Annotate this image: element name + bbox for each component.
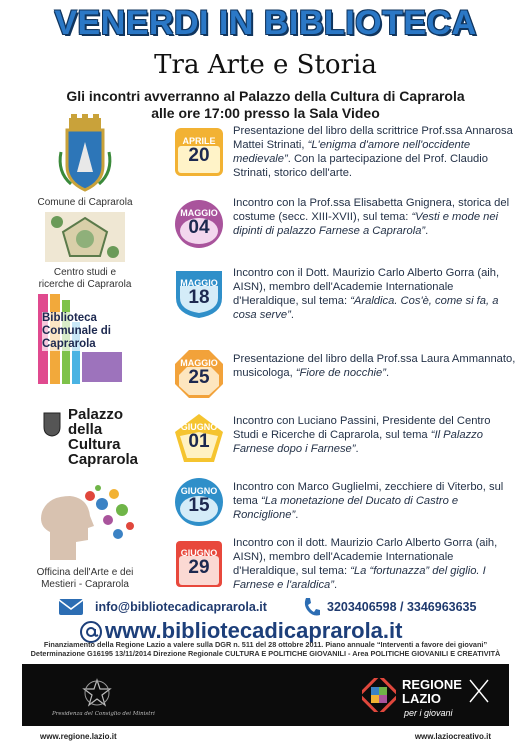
event-description xyxy=(233,536,518,592)
event-text-end: . xyxy=(425,225,429,237)
mail-icon xyxy=(58,598,84,616)
event-text: Incontro con la Prof.ssa Elisabetta Gnignera, storica del costume (secc. XIII-XVII), sul tema: xyxy=(233,197,510,223)
event-day: 15 xyxy=(188,495,210,516)
event-description xyxy=(233,352,518,380)
pentagon-palace-icon xyxy=(45,212,125,262)
event-description xyxy=(233,414,518,456)
event-item xyxy=(173,474,513,540)
biblioteca-line-3: Caprarola xyxy=(42,338,96,350)
intro-line-2: alle ore 17:00 presso la Sala Video xyxy=(151,105,380,121)
event-month: MAGGIO xyxy=(180,208,218,218)
event-day: 25 xyxy=(188,367,210,388)
email-link[interactable]: info@bibliotecadicaprarola.it xyxy=(95,600,267,614)
presidenza-text: Presidenza del Consiglio dei Ministri xyxy=(52,711,155,717)
event-text: Presentazione del libro della Prof.ssa Laura Ammannato, musicologa, xyxy=(233,353,516,379)
date-badge xyxy=(173,476,225,528)
event-description xyxy=(233,124,518,180)
laziocreativo-url[interactable]: www.laziocreativo.it xyxy=(414,732,491,741)
event-item xyxy=(173,196,513,262)
event-month: MAGGIO xyxy=(180,278,218,288)
event-day: 04 xyxy=(188,217,210,238)
emblem-icon xyxy=(82,678,112,708)
palazzo-line-3: Cultura xyxy=(68,436,121,453)
event-text: Incontro con Marco Guglielmi, zecchiere di Viterbo, sul tema xyxy=(233,481,504,507)
regione-line-2: LAZIO xyxy=(402,691,441,706)
biblioteca-line-2: Comunale di xyxy=(42,325,112,337)
event-text: Presentazione del libro della scrittrice Prof.ssa Annarosa Mattei Strinati, xyxy=(233,125,513,151)
event-description xyxy=(233,196,518,238)
event-title: “Fiore de nocchie” xyxy=(295,367,386,379)
event-text-end: . Con la partecipazione del Prof. Claudio Strinati, storico dell'arte. xyxy=(233,153,488,179)
event-item xyxy=(173,346,516,412)
x-mark-icon xyxy=(468,678,490,704)
date-badge xyxy=(173,268,225,320)
event-text: Incontro con il Dott. Maurizio Carlo Alberto Gorra (aih, AISN), membro dell'Academie Internationale d'Heraldique, sul tema: xyxy=(233,267,500,307)
event-month: MAGGIO xyxy=(180,358,218,368)
regione-line-1: REGIONE xyxy=(402,677,462,692)
event-text-end: . xyxy=(355,443,359,455)
funding-line-2: Determinazione G16195 13/11/2014 Direzione Regionale CULTURA E POLITICHE GIOVANILI - Area POLITICHE GIOVANILI E CREATIVITÀ xyxy=(30,649,501,658)
date-badge xyxy=(173,538,225,590)
event-day: 29 xyxy=(188,557,210,578)
date-badge xyxy=(173,126,225,178)
intro-line-1: Gli incontri avverranno al Palazzo della Cultura di Caprarola xyxy=(66,88,465,104)
event-title: “La monetazione del Ducato di Castro e Ronciglione” xyxy=(233,495,459,521)
officina-caption-1: Officina dell'Arte e dei xyxy=(36,567,134,578)
footer-urls xyxy=(0,732,531,746)
biblioteca-line-1: Biblioteca xyxy=(42,312,97,324)
phone-icon xyxy=(303,597,321,617)
poster-title: VENERDI IN BIBLIOTECA xyxy=(54,4,477,42)
comune-caption: Comune di Caprarola xyxy=(37,197,133,208)
small-crest-icon xyxy=(42,411,62,437)
centro-caption-2: ricerche di Caprarola xyxy=(38,279,132,290)
event-item xyxy=(173,410,513,476)
regione-url[interactable]: www.regione.lazio.it xyxy=(40,732,117,741)
event-item xyxy=(173,266,513,332)
event-title: “Vesti e mode nei dipinti di palazzo Farnese a Caprarola” xyxy=(233,211,499,237)
event-description xyxy=(233,266,518,322)
event-month: GIUGNO xyxy=(180,548,218,558)
event-text-end: . xyxy=(290,309,294,321)
date-badge xyxy=(173,198,225,250)
event-month: GIUGNO xyxy=(180,422,218,432)
event-title: “Araldica. Cos'è, come si fa, a cosa serve” xyxy=(233,295,499,321)
officina-caption-2: Mestieri - Caprarola xyxy=(41,579,129,590)
regione-text xyxy=(402,678,462,706)
regione-lazio-logo-icon xyxy=(362,678,396,712)
centro-logo-block xyxy=(20,212,150,291)
biblioteca-logo-text xyxy=(42,312,111,351)
phone-numbers[interactable]: 3203406598 / 3346963635 xyxy=(327,600,477,614)
event-day: 01 xyxy=(188,431,210,452)
event-text-end: . xyxy=(334,579,338,591)
palazzo-line-2: della xyxy=(68,421,103,438)
poster-subtitle: Tra Arte e Storia xyxy=(154,50,377,80)
date-badge xyxy=(173,412,225,464)
biblioteca-logo-block xyxy=(20,292,150,392)
palazzo-line-4: Caprarola xyxy=(68,451,139,468)
event-day: 18 xyxy=(188,287,210,308)
per-i-giovani-text: per i giovani xyxy=(404,708,453,718)
event-text-end: . xyxy=(295,509,299,521)
event-text-end: . xyxy=(385,367,390,379)
event-day: 20 xyxy=(188,145,210,166)
website-link[interactable]: www.bibliotecadicaprarola.it xyxy=(105,618,403,643)
footer-band xyxy=(22,664,509,726)
event-title: “L'enigma d'amore nell'occidente medievale” xyxy=(233,139,471,165)
event-month: GIUGNO xyxy=(180,486,218,496)
contact-row xyxy=(0,595,531,619)
palazzo-logo-text xyxy=(68,407,138,467)
event-text: Incontro con Luciano Passini, Presidente del Centro Studi e Ricerche di Caprarola, sul tema xyxy=(233,415,491,441)
palazzo-line-1: Palazzo xyxy=(68,406,124,423)
palazzo-logo-block xyxy=(20,407,150,467)
event-description xyxy=(233,480,518,522)
event-title: “Il Palazzo Farnese dopo i Farnese” xyxy=(233,429,483,455)
event-item xyxy=(173,536,513,602)
comune-logo-block xyxy=(20,112,150,209)
coat-of-arms-icon xyxy=(55,112,115,192)
head-ideas-icon xyxy=(30,482,140,562)
event-month: APRILE xyxy=(182,136,216,146)
funding-notice xyxy=(0,640,531,658)
centro-caption-1: Centro studi e xyxy=(53,267,117,278)
event-item xyxy=(173,124,513,190)
officina-logo-block xyxy=(20,482,150,591)
funding-line-1: Finanziamento della Regione Lazio a valere sulla DGR n. 511 del 28 ottobre 2011. Piano annuale “Interventi a favore dei giovani” xyxy=(43,640,488,649)
event-title: “La “fortunazza” del giglio. I Farnese e l'araldica” xyxy=(233,565,486,591)
event-text: Incontro con il dott. Maurizio Carlo Alberto Gorra (aih, AISN), membro dell'Academie Internationale d'Heraldique, sul tema: xyxy=(233,537,498,577)
date-badge xyxy=(173,348,225,400)
